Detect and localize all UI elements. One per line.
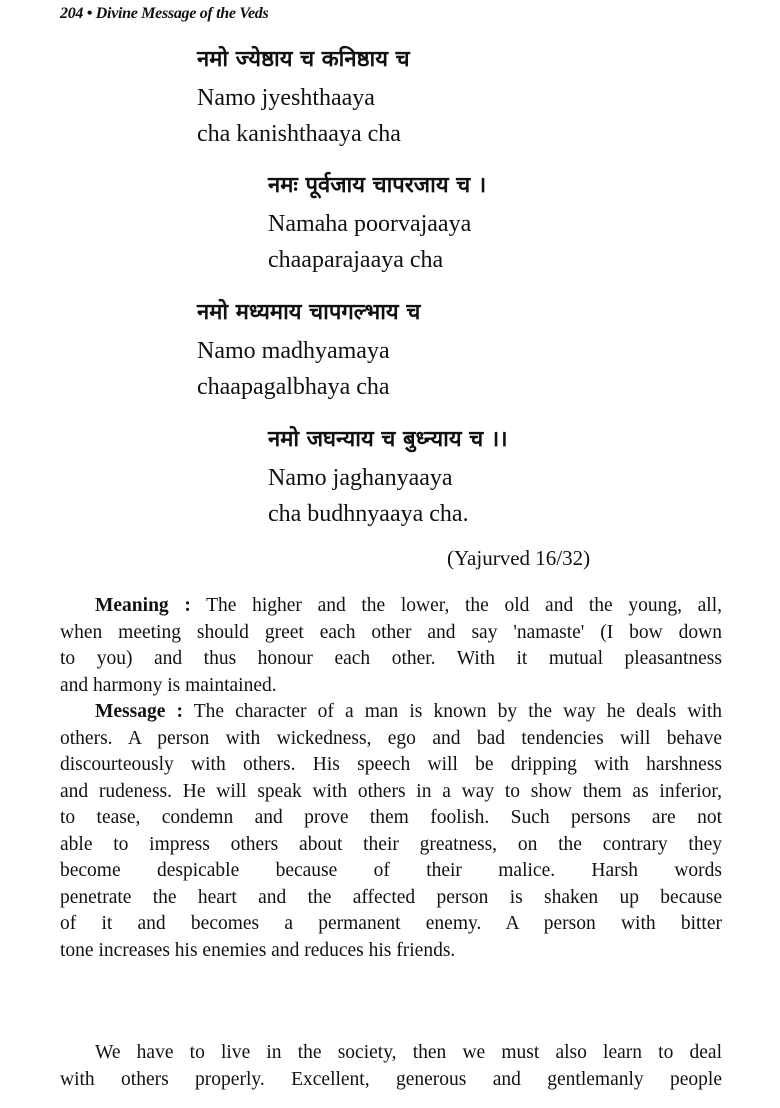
paragraph-line: of it and becomes a permanent enemy. A person with bitter (60, 913, 722, 934)
verse-devanagari: नमो मध्यमाय चापगल्भाय च (197, 300, 421, 325)
verse-3 (197, 295, 420, 405)
paragraph-line (60, 699, 722, 726)
paragraph-line: and rudeness. He will speak with others in a way to show them as inferior, (60, 780, 722, 802)
verse-2 (268, 168, 486, 278)
paragraph-line: and harmony is maintained. (60, 674, 277, 696)
paragraph-line: others. A person with wickedness, ego and bad tendencies will behave (60, 727, 722, 749)
verse-devanagari: नमः पूर्वजाय चापरजाय च । (268, 173, 487, 198)
verse-1 (197, 42, 410, 152)
verse-transliteration-line: chaapagalbhaya cha (197, 374, 390, 400)
paragraph-line: discourteously with others. His speech will be dripping with harshness (60, 754, 722, 775)
paragraph-line: become despicable because of their malice. Harsh words (60, 860, 722, 881)
verse-transliteration-line: Namo madhyamaya (197, 338, 390, 364)
message-paragraph (60, 699, 722, 964)
verse-transliteration-line: cha budhnyaaya cha. (268, 501, 469, 527)
paragraph-line: to tease, condemn and prove them foolish. Such persons are not (60, 807, 722, 828)
paragraph-line: to you) and thus honour each other. With it mutual pleasantness (60, 648, 722, 669)
verse-transliteration-line: Namo jaghanyaaya (268, 465, 453, 491)
paragraph-line: We have to live in the society, then we must also learn to deal (95, 1042, 722, 1063)
meaning-paragraph (60, 593, 722, 699)
verse-devanagari: नमो ज्येष्ठाय च कनिष्ठाय च (197, 47, 410, 72)
paragraph-line: tone increases his enemies and reduces his friends. (60, 939, 456, 961)
running-header: 204 • Divine Message of the Veds (60, 5, 269, 22)
verse-transliteration-line: cha kanishthaaya cha (197, 121, 401, 147)
paragraph-line: penetrate the heart and the affected person is shaken up because (60, 886, 722, 908)
closing-paragraph (60, 1040, 722, 1093)
paragraph-line (60, 593, 722, 620)
paragraph-line: able to impress others about their greatness, on the contrary they (60, 833, 722, 855)
verse-transliteration-line: Namo jyeshthaaya (197, 85, 375, 111)
line-text: The higher and the lower, the old and the young, all, (190, 595, 722, 616)
paragraph-line: when meeting should greet each other and say 'namaste' (I bow down (60, 621, 722, 643)
verse-transliteration-line: Namaha poorvajaaya (268, 211, 472, 237)
verse-reference: (Yajurved 16/32) (447, 546, 591, 570)
paragraph-line: with others properly. Excellent, generous and gentlemanly people (60, 1068, 722, 1090)
verse-4 (268, 422, 508, 532)
meaning-label: Meaning : (95, 595, 191, 616)
message-label: Message : (95, 701, 183, 722)
line-text: The character of a man is known by the way he deals with (182, 701, 722, 722)
verse-transliteration-line: chaaparajaaya cha (268, 247, 444, 273)
verse-devanagari: नमो जघन्याय च बुध्न्याय च ।। (268, 427, 508, 452)
